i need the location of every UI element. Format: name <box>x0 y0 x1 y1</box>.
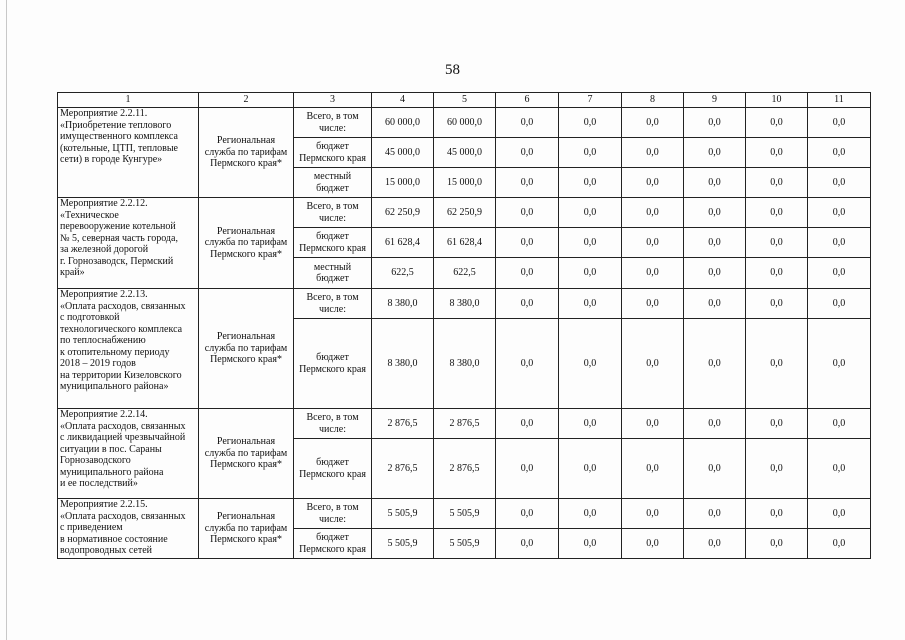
amount-cell: 0,0 <box>559 289 622 319</box>
amount-cell: 0,0 <box>746 138 808 168</box>
amount-cell: 0,0 <box>622 409 684 439</box>
amount-cell: 0,0 <box>496 439 559 499</box>
amount-cell: 0,0 <box>496 258 559 289</box>
column-header: 7 <box>559 93 622 108</box>
table-row <box>58 108 871 138</box>
amount-cell: 15 000,0 <box>434 168 496 198</box>
amount-cell: 0,0 <box>559 168 622 198</box>
funding-source-line: числе: <box>318 212 347 224</box>
measure-name-line: на территории Кизеловского <box>60 369 182 381</box>
column-header: 10 <box>746 93 808 108</box>
measure-name-line: муниципального района» <box>60 381 169 392</box>
amount-cell: 0,0 <box>808 258 871 289</box>
column-header: 3 <box>294 93 372 108</box>
funding-source-cell <box>294 198 372 228</box>
amount-cell: 0,0 <box>622 258 684 289</box>
sheet-edge <box>6 0 7 640</box>
amount-cell: 0,0 <box>746 108 808 138</box>
amount-cell: 5 505,9 <box>372 529 434 559</box>
amount-cell: 0,0 <box>622 138 684 168</box>
amount-cell: 0,0 <box>684 409 746 439</box>
amount-cell: 0,0 <box>746 529 808 559</box>
amount-cell: 0,0 <box>496 168 559 198</box>
column-header: 8 <box>622 93 684 108</box>
executor-line: Региональная <box>216 511 276 523</box>
amount-cell: 622,5 <box>372 258 434 289</box>
funding-source-cell <box>294 409 372 439</box>
executor-line: Региональная <box>216 331 276 343</box>
measure-name-line: в нормативное состояние <box>60 533 168 545</box>
executor-line: служба по тарифам <box>204 447 288 459</box>
funding-source-cell <box>294 138 372 168</box>
funding-source-cell <box>294 108 372 138</box>
executor-line: служба по тарифам <box>204 522 288 534</box>
amount-cell: 0,0 <box>496 529 559 559</box>
amount-cell: 0,0 <box>684 439 746 499</box>
amount-cell: 0,0 <box>622 168 684 198</box>
column-header: 4 <box>372 93 434 108</box>
measure-name-line: Мероприятие 2.2.12. <box>60 198 148 209</box>
funding-source-cell <box>294 319 372 409</box>
measure-name-line: с приведением <box>60 522 123 533</box>
funding-source-line: бюджет <box>316 182 349 194</box>
measure-name-line: г. Горнозаводск, Пермский <box>60 255 174 267</box>
amount-cell: 61 628,4 <box>372 228 434 258</box>
measure-name-line: перевооружение котельной <box>60 221 176 232</box>
amount-cell: 0,0 <box>684 289 746 319</box>
column-header: 5 <box>434 93 496 108</box>
measure-name-line: Горнозаводского <box>60 455 131 466</box>
measure-name-line: по теплоснабжению <box>60 335 146 346</box>
funding-source-line: Пермского края <box>299 468 366 480</box>
measure-name-line: Мероприятие 2.2.11. <box>60 108 148 119</box>
amount-cell: 0,0 <box>746 258 808 289</box>
funding-source-line: бюджет <box>316 231 349 242</box>
amount-cell: 0,0 <box>808 168 871 198</box>
measure-name-line: «Техническое <box>60 209 119 221</box>
measure-name-line: и ее последствий» <box>60 478 138 489</box>
amount-cell: 45 000,0 <box>372 138 434 168</box>
executor-line: Пермского края* <box>210 354 282 366</box>
amount-cell: 0,0 <box>559 529 622 559</box>
measure-name-line: с ликвидацией чрезвычайной <box>60 432 186 443</box>
funding-source-cell <box>294 289 372 319</box>
amount-cell: 0,0 <box>622 108 684 138</box>
funding-source-line: местный <box>313 261 352 273</box>
funding-source-line: бюджет <box>316 141 349 152</box>
column-header: 6 <box>496 93 559 108</box>
funding-source-cell <box>294 499 372 529</box>
amount-cell: 0,0 <box>808 108 871 138</box>
measure-name-line: (котельные, ЦТП, тепловые <box>60 142 178 154</box>
budget-table <box>57 92 871 559</box>
amount-cell: 0,0 <box>808 529 871 559</box>
funding-source-line: числе: <box>318 303 347 315</box>
amount-cell: 0,0 <box>559 499 622 529</box>
measure-name-cell <box>58 108 199 198</box>
executor-line: Пермского края* <box>210 459 282 471</box>
amount-cell: 0,0 <box>496 228 559 258</box>
amount-cell: 2 876,5 <box>372 439 434 499</box>
executor-line: Региональная <box>216 225 276 237</box>
amount-cell: 0,0 <box>559 198 622 228</box>
amount-cell: 0,0 <box>684 499 746 529</box>
amount-cell: 0,0 <box>559 138 622 168</box>
funding-source-line: числе: <box>318 513 347 525</box>
header-row <box>58 93 871 108</box>
executor-cell <box>199 409 294 499</box>
measure-name-line: «Оплата расходов, связанных <box>60 510 186 522</box>
amount-cell: 0,0 <box>746 409 808 439</box>
amount-cell: 60 000,0 <box>434 108 496 138</box>
amount-cell: 0,0 <box>808 499 871 529</box>
amount-cell: 0,0 <box>746 168 808 198</box>
executor-cell <box>199 108 294 198</box>
funding-source-line: числе: <box>318 122 347 134</box>
amount-cell: 0,0 <box>622 529 684 559</box>
amount-cell: 0,0 <box>559 439 622 499</box>
amount-cell: 0,0 <box>496 108 559 138</box>
column-header: 11 <box>808 93 871 108</box>
measure-name-line: сети) в городе Кунгуре» <box>60 154 163 165</box>
amount-cell: 0,0 <box>622 439 684 499</box>
amount-cell: 0,0 <box>559 228 622 258</box>
funding-source-line: Пермского края <box>299 543 366 555</box>
amount-cell: 0,0 <box>684 108 746 138</box>
amount-cell: 8 380,0 <box>372 289 434 319</box>
funding-source-line: Всего, в том <box>306 111 359 122</box>
funding-source-line: Пермского края <box>299 242 366 254</box>
funding-source-line: бюджет <box>316 532 349 543</box>
measure-name-line: ситуации в пос. Сараны <box>60 443 162 455</box>
funding-source-cell <box>294 168 372 198</box>
amount-cell: 0,0 <box>496 319 559 409</box>
column-header: 1 <box>58 93 199 108</box>
amount-cell: 0,0 <box>808 439 871 499</box>
table-row <box>58 289 871 319</box>
funding-source-line: бюджет <box>316 457 349 468</box>
amount-cell: 5 505,9 <box>434 499 496 529</box>
funding-source-line: бюджет <box>316 273 349 284</box>
measure-name-line: водопроводных сетей <box>60 545 152 556</box>
measure-name-line: край» <box>60 267 85 278</box>
amount-cell: 5 505,9 <box>372 499 434 529</box>
executor-cell <box>199 499 294 559</box>
measure-name-cell <box>58 289 199 409</box>
amount-cell: 61 628,4 <box>434 228 496 258</box>
amount-cell: 60 000,0 <box>372 108 434 138</box>
amount-cell: 0,0 <box>684 198 746 228</box>
executor-line: Пермского края* <box>210 248 282 260</box>
column-header: 9 <box>684 93 746 108</box>
amount-cell: 0,0 <box>496 499 559 529</box>
amount-cell: 5 505,9 <box>434 529 496 559</box>
measure-name-cell <box>58 409 199 499</box>
funding-source-line: Всего, в том <box>306 412 359 423</box>
executor-line: Региональная <box>216 436 276 448</box>
amount-cell: 0,0 <box>808 289 871 319</box>
executor-line: служба по тарифам <box>204 146 288 158</box>
table-body <box>58 108 871 559</box>
amount-cell: 0,0 <box>808 198 871 228</box>
measure-name-line: «Приобретение теплового <box>60 119 172 131</box>
amount-cell: 0,0 <box>808 228 871 258</box>
amount-cell: 8 380,0 <box>372 319 434 409</box>
amount-cell: 0,0 <box>746 319 808 409</box>
amount-cell: 622,5 <box>434 258 496 289</box>
amount-cell: 0,0 <box>496 409 559 439</box>
funding-source-line: местный <box>313 171 352 182</box>
amount-cell: 0,0 <box>496 138 559 168</box>
amount-cell: 8 380,0 <box>434 319 496 409</box>
measure-name-line: Мероприятие 2.2.14. <box>60 409 148 420</box>
amount-cell: 0,0 <box>622 228 684 258</box>
measure-name-line: № 5, северная часть города, <box>60 232 178 244</box>
executor-line: Пермского края* <box>210 534 282 546</box>
table-row <box>58 198 871 228</box>
amount-cell: 8 380,0 <box>434 289 496 319</box>
measure-name-line: Мероприятие 2.2.15. <box>60 499 148 510</box>
amount-cell: 0,0 <box>622 319 684 409</box>
amount-cell: 0,0 <box>684 228 746 258</box>
funding-source-line: Всего, в том <box>306 292 359 303</box>
amount-cell: 0,0 <box>684 258 746 289</box>
amount-cell: 0,0 <box>808 138 871 168</box>
measure-name-line: имущественного комплекса <box>60 131 178 142</box>
executor-cell <box>199 289 294 409</box>
funding-source-line: бюджет <box>316 352 349 363</box>
funding-source-line: Пермского края <box>299 363 366 375</box>
amount-cell: 0,0 <box>684 138 746 168</box>
amount-cell: 0,0 <box>684 168 746 198</box>
amount-cell: 0,0 <box>559 108 622 138</box>
amount-cell: 2 876,5 <box>434 409 496 439</box>
measure-name-line: за железной дорогой <box>60 244 149 255</box>
executor-line: Региональная <box>216 135 276 147</box>
funding-source-line: Всего, в том <box>306 201 359 212</box>
amount-cell: 0,0 <box>808 409 871 439</box>
amount-cell: 0,0 <box>622 198 684 228</box>
measure-name-line: «Оплата расходов, связанных <box>60 300 186 312</box>
amount-cell: 0,0 <box>746 289 808 319</box>
amount-cell: 0,0 <box>496 198 559 228</box>
measure-name-cell <box>58 198 199 289</box>
amount-cell: 0,0 <box>746 439 808 499</box>
executor-cell <box>199 198 294 289</box>
funding-source-line: Всего, в том <box>306 502 359 513</box>
amount-cell: 0,0 <box>746 228 808 258</box>
amount-cell: 0,0 <box>559 409 622 439</box>
funding-source-line: числе: <box>318 423 347 435</box>
amount-cell: 0,0 <box>746 198 808 228</box>
amount-cell: 0,0 <box>684 529 746 559</box>
amount-cell: 0,0 <box>559 258 622 289</box>
measure-name-line: Мероприятие 2.2.13. <box>60 289 148 300</box>
amount-cell: 0,0 <box>559 319 622 409</box>
funding-source-cell <box>294 439 372 499</box>
amount-cell: 62 250,9 <box>372 198 434 228</box>
measure-name-line: муниципального района <box>60 466 164 478</box>
amount-cell: 2 876,5 <box>372 409 434 439</box>
measure-name-cell <box>58 499 199 559</box>
column-header: 2 <box>199 93 294 108</box>
funding-source-cell <box>294 529 372 559</box>
amount-cell: 0,0 <box>622 289 684 319</box>
executor-line: служба по тарифам <box>204 342 288 354</box>
amount-cell: 0,0 <box>496 289 559 319</box>
table-row <box>58 499 871 529</box>
amount-cell: 62 250,9 <box>434 198 496 228</box>
amount-cell: 0,0 <box>684 319 746 409</box>
amount-cell: 0,0 <box>622 499 684 529</box>
measure-name-line: «Оплата расходов, связанных <box>60 420 186 432</box>
executor-line: Пермского края* <box>210 158 282 170</box>
amount-cell: 0,0 <box>808 319 871 409</box>
amount-cell: 45 000,0 <box>434 138 496 168</box>
table-row <box>58 409 871 439</box>
amount-cell: 15 000,0 <box>372 168 434 198</box>
executor-line: служба по тарифам <box>204 237 288 249</box>
funding-source-line: Пермского края <box>299 152 366 164</box>
funding-source-cell <box>294 228 372 258</box>
measure-name-line: с подготовкой <box>60 312 120 323</box>
funding-source-cell <box>294 258 372 289</box>
measure-name-line: 2018 – 2019 годов <box>60 358 136 369</box>
measure-name-line: технологического комплекса <box>60 323 183 335</box>
page-number: 58 <box>445 62 460 78</box>
measure-name-line: к отопительному периоду <box>60 346 170 358</box>
amount-cell: 2 876,5 <box>434 439 496 499</box>
amount-cell: 0,0 <box>746 499 808 529</box>
